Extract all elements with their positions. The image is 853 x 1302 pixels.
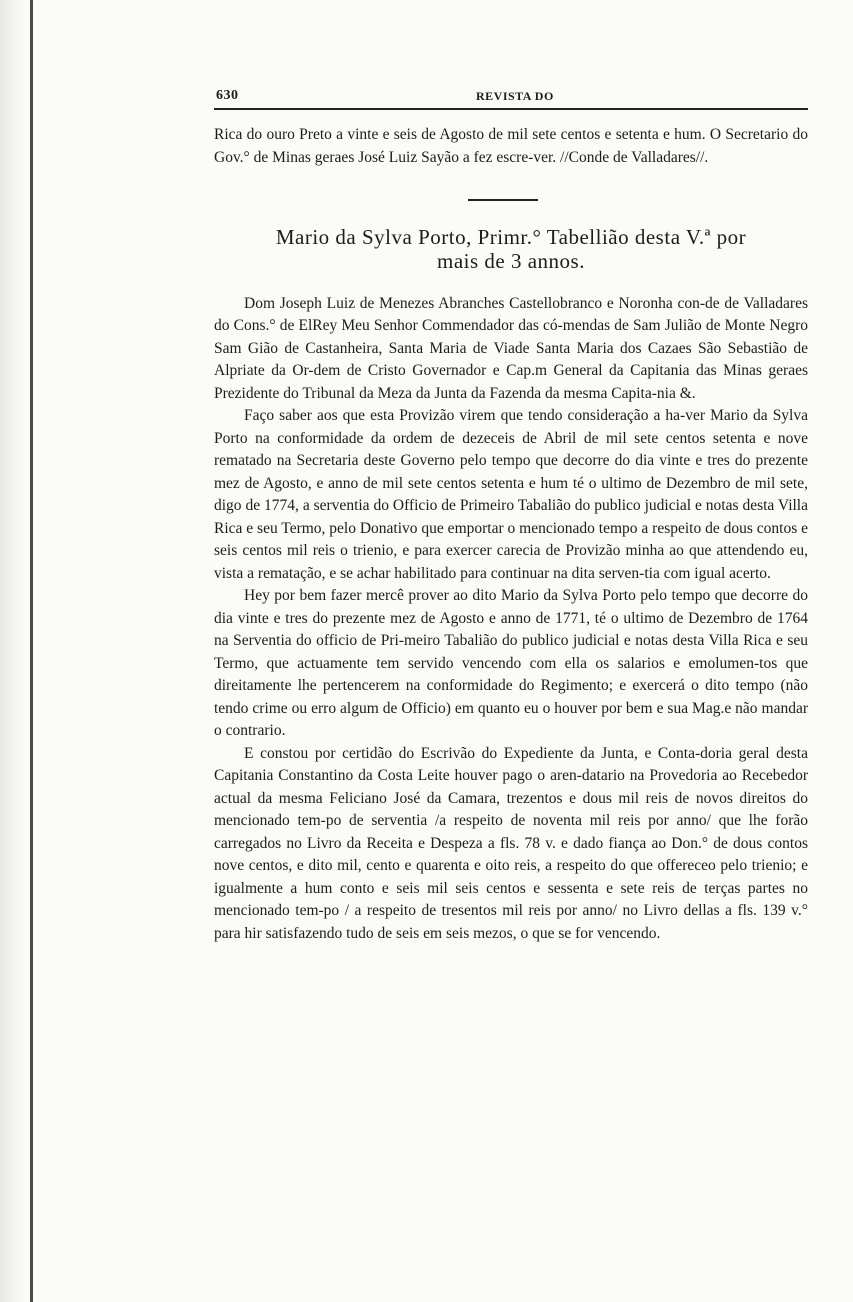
opening-paragraph: Rica do ouro Preto a vinte e seis de Agosto de mil sete centos e setenta e hum. O Secretario do Gov.° de Minas geraes José Luiz Sayão a fez escre-ver. //Conde de Valladares//. [214,126,808,166]
section-title-line-1: Mario da Sylva Porto, Primr.° Tabellião desta V.ª por [275,224,747,249]
section-separator [468,199,538,201]
body-paragraph-1: Dom Joseph Luiz de Menezes Abranches Castellobranco e Noronha con-de de Valladares do Cons.° de ElRey Meu Senhor Commendador das có-mendas de Sam Julião de Monte Negro Sam Gião de Castanheira, Santa Maria de Viade Santa Maria dos Cazaes São Sebastião de Alpriate da Or-dem de Cristo Governador e Cap.m General da Capitania das Minas geraes Prezidente do Tribunal da Meza da Junta da Fazenda da mesma Capita-nia &. [214,294,808,402]
body-paragraph-3: Hey por bem fazer mercê prover ao dito Mario da Sylva Porto pelo tempo que decorre do dia vinte e tres do prezente mez de Agosto e anno de 1771, té o ultimo de Dezembro de 1764 na Serventia do officio de Pri-meiro Tabalião do publico judicial e notas desta Villa Rica e seu Termo, que actuamente tem servido vencendo com ella os salarios e emolumen-tos que direitamente lhe pertencerem na conformidade do Regimento; e exercerá o dito tempo (não tendo crime ou erro algum de Officio) em quanto eu o houver por bem e sua Mag.e não mandar o contrario. [214,587,808,739]
document-page [214,86,808,945]
page-header [214,86,808,108]
section-title [214,225,808,273]
page-binding-shadow [0,0,26,1302]
header-rule [214,108,808,110]
section-title-line-2: mais de 3 annos. [437,248,585,273]
running-head: REVISTA DO [476,89,554,103]
binding-rule [30,0,33,1302]
body-paragraph-4: E constou por certidão do Escrivão do Expediente da Junta, e Conta-doria geral desta Capitania Constantino da Costa Leite houver pago o aren-datario na Provedoria ao Recebedor actual da mesma Feliciano José da Camara, trezentos e dous mil reis de novos direitos do mencionado tem-po de serventia /a respeito de noventa mil reis por anno/ que lhe forão carregados no Livro da Receita e Despeza a fls. 78 v. e dado fiança ao Don.° de dous contos nove centos, e dito mil, cento e quarenta e oito reis, a respeito do que offereceo pelo trienio; e igualmente a hum conto e seis mil seis centos e sessenta e sete reis de terças partes no mencionado tem-po / a respeito de tresentos mil reis por anno/ no Livro dellas a fls. 139 v.° para hir satisfazendo tudo de seis em seis mezos, o que se for vencendo. [214,744,808,942]
body-paragraph-2: Faço saber aos que esta Provizão virem que tendo consideração a ha-ver Mario da Sylva Porto na conformidade da ordem de dezeceis de Abril de mil sete centos setenta e nove rematado na Secretaria deste Governo pelo tempo que decorre do dia vinte e tres do prezente mez de Agosto, e anno de mil sete centos setenta e hum té o ultimo de Dezembro de mil sete, digo de 1774, a serventia do Officio de Primeiro Tabalião do publico judicial e notas desta Villa Rica e seu Termo, pelo Donativo que emportar o mencionado tempo a respeito de dous contos e seis centos mil reis o trienio, e para exercer carecia de Provizão minha ao que attendendo eu, vista a rematação, e se achar habilitado para continuar na dita serven-tia com igual acerto. [214,407,808,582]
page-number: 630 [216,88,239,103]
